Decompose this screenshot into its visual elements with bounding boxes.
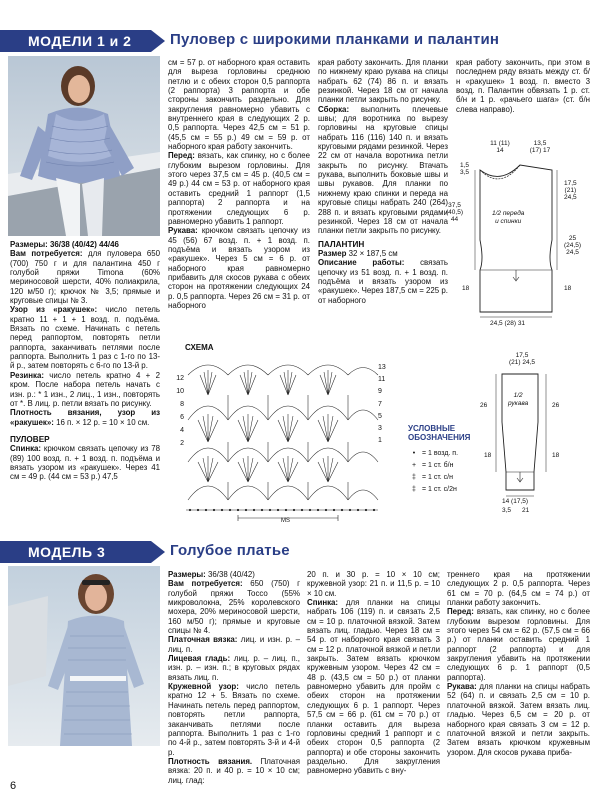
col3-paragraph: края работу закончить. Для планки по нижнему краю рукава на спицы набрать 62 (74) 86 п. и вязать резинкой. Через 18 см от начала планки петли закрыть по рисунку. (318, 58, 448, 105)
legend-text: = 1 ст. с/2н (421, 486, 457, 493)
spinka-label: Спинка: (10, 444, 42, 454)
row-num: 8 (180, 401, 184, 408)
rukava-label: Рукава: (168, 226, 198, 236)
sleeve-pattern-drawing (458, 352, 592, 522)
dress-sizes-label: Размеры: (168, 570, 206, 579)
materials-text: для пуловера 650 (700) 750 г и для палантина 450 г голубой пряжи Timona (60% мериносовой шерсти, 40% полиакрила, 120 м/50 г); крючок № 3,5; прямые и круговые спицы № 3. (10, 249, 160, 306)
spinka-paragraph (10, 444, 160, 481)
sizes-text: Размеры: 36/38 (40/42) 44/46 (10, 240, 119, 249)
sborka-text: выполнить плечевые швы; для воротника по вырезу горловины на круговые спицы набрать 116 (116) 140 п. и вязать круговыми рядами резинкой. Через 22 см от начала воротника петли закрыть по рисунку. Втачать рукава, выполнить боковые швы и швы рукавов. Для планки по нижнему краю спинки и переда на круговые спицы набрать 240 (264) 288 п. и вязать круговыми рядами резинкой. Через 18 см от начала планки петли закрыть по рисунку. (318, 104, 448, 236)
pattern-schematic-body (440, 140, 592, 330)
text-column-4 (456, 58, 590, 114)
dress-spinka-label: Спинка: (307, 598, 339, 608)
lic-label: Лицевая гладь: (168, 654, 231, 664)
label-half-front-back: 1/2 переда и спинки (492, 210, 525, 225)
text-column-6 (307, 570, 440, 776)
row-num: 1 (378, 437, 382, 445)
model-photo-dress (8, 566, 160, 746)
dim-top-left-2: 14 (496, 147, 504, 154)
text-column-2 (168, 58, 310, 310)
dress-spinka (307, 598, 440, 776)
section-banner-label: МОДЕЛИ 1 и 2 (28, 33, 132, 49)
dim-left: 37,5 (40,5) 44 (446, 202, 463, 223)
row-num: 2 (180, 440, 184, 447)
sborka-label: Сборка: (318, 104, 350, 114)
row-num: 11 (378, 376, 386, 384)
density-label: Плотность вязания, узор из «ракушек»: (10, 408, 160, 427)
dress-materials-label: Вам потребуется: (168, 579, 243, 589)
rezinka-text: число петель кратно 4 + 2 кром. После набора петель начать с изн. р.: * 1 изн., 2 лиц., 1 изн., повторять от *. В лиц. р. петли вязать по рисунку. (10, 370, 160, 408)
crochet-stitch-chart (178, 350, 388, 528)
dress-materials-text: 650 (750) г голубой пряжи Tocco (55% микроволокна, 25% королевского мохера, 20% мериносовой шерсти, 160 м/50 г); прямые и круговые спицы № 4. (168, 579, 300, 636)
col7-paragraph: треннего края на протяжении следующих 2 р. 0,5 раппорта. Через 61 см = 70 р. (64,5 см = 74 р.) от планки работу закончить. (447, 570, 590, 608)
text-column-3 (318, 58, 448, 305)
platoch-paragraph (168, 635, 300, 654)
row-num: 13 (378, 364, 386, 371)
dress-materials (168, 579, 300, 635)
sleeve-dim-left-2: 18 (484, 452, 492, 459)
row-numbers-right (378, 362, 386, 447)
lic-paragraph (168, 654, 300, 682)
sleeve-dim-top: 17,5 (21) 24,5 (508, 352, 536, 366)
treble-crochet-icon: ‡ (412, 486, 416, 493)
density-paragraph (10, 408, 160, 427)
row-num: 3 (378, 425, 382, 433)
rakushki-text: число петель кратно 11 + 1 + 1 возд. п. подъёма. Вязать по схеме. Начинать с петель перед раппортом, повторять петли раппорта, заканчивать петлями после раппорта. Выполнить 1 раз с 1-го по 13-й р., затем повторять с 6-го по 13-й р. (10, 305, 160, 371)
section-banner-models-1-2 (0, 30, 151, 52)
dress-pered (447, 607, 590, 682)
legend-text: = 1 возд. п. (421, 450, 459, 457)
col2-paragraph: см = 57 р. от наборного края оставить для выреза горловины среднюю петлю и с обеих сторон 0,5 раппорта (2 раппорта) 3 раппорта и обе стороны закончить раздельно. Для закругления равномерно убавить с внутреннего края в следующих 2 р. 0,5 раппорта. Через 42,5 см = 51 р. (45,5 см = 55 р.) 49 см = 59 р. от наборного края работу закончить. (168, 58, 310, 152)
dim-top-right (520, 140, 560, 154)
legend-text: = 1 ст. с/н (421, 474, 453, 481)
sizes-line (10, 240, 160, 249)
dress-rukava-label: Рукава: (447, 682, 477, 692)
fan-row-3 (188, 448, 378, 462)
materials-label: Вам потребуется: (10, 249, 83, 259)
legend-title: УСЛОВНЫЕ ОБОЗНАЧЕНИЯ (408, 424, 471, 442)
row-num: 12 (176, 375, 184, 382)
legend-text: = 1 ст. б/н (421, 462, 454, 469)
row-num: 10 (176, 388, 184, 395)
text-column-7 (447, 570, 590, 757)
razmer-text: 32 × 187,5 см (346, 248, 398, 258)
text-column-5 (168, 570, 300, 785)
sleeve-dim-right: 26 (552, 402, 560, 409)
razmer-label: Размер (318, 248, 347, 258)
sleeve-dim-left: 26 (480, 402, 488, 409)
platoch-label: Платочная вязка: (168, 635, 238, 645)
dress-spinka-text: для планки на спицы набрать 106 (119) п. и связать 2,5 см = 10 р. платочной вязкой. Затем вязать лиц. гладью. Через 18 см = 54 р. от наборного края связать 3 см = 12 р. платочной вязкой и петли закрыть. Затем вязать крючком кружевным узором. Через 42 см = 48 р. (43,5 см = 50 р.) от планки равномерно убавить для пройм с обеих сторон на протяжении следующих 6 р. 1 раппорт. Через 57,5 см = 66 р. (61 см = 70 р.) от планки оставить для выреза горловины средний 1 раппорт и с обеих сторон 0,5 раппорта (2 раппорта) и обе стороны закончить раздельно. Для закругления равномерно убавить с вну- (307, 598, 440, 776)
dim-top-left (480, 140, 520, 154)
col6-paragraph: 20 п. и 30 р. = 10 × 10 см; кружевной узор: 21 п. и 11,5 р. = 10 × 10 см. (307, 570, 440, 598)
page-number: 6 (10, 780, 17, 792)
platoch-text: лиц. и изн. р. – лиц. п. (168, 635, 300, 654)
rezinka-label: Резинка: (10, 370, 44, 380)
dim-top-right-1: 13,5 (533, 140, 547, 147)
dress-density-text: Платочная вязка: 20 п. и 40 р. = 10 × 10 см; лиц. глад: (168, 756, 300, 785)
photo-illustration (8, 566, 160, 746)
sborka-paragraph (318, 105, 448, 236)
section-banner-model-3 (0, 541, 151, 563)
col4-paragraph: края работу закончить, при этом в последнем ряду вязать между ст. б/н «ракушек» 1 возд. п. вместо 3 возд. п. Палантин обвязать 1 р. ст. б/н и 1 р. «рачьего шага» (ст. б/н слева направо). (456, 58, 590, 114)
dress-density-label: Плотность вязания. (168, 756, 253, 766)
sleeve-dim-bottom-2: 21 (522, 507, 530, 514)
text-column-1 (10, 240, 160, 482)
pered-text: вязать, как спинку, но с более глубоким вырезом горловины. Для этого через 37,5 см = 45 р. (40,5 см = 49 р.) 44 см = 53 р. от наборного края оставить средний 1 раппорт (1,5 раппорта) 2 раппорта и на протяжении следующих 6 р. равномерно убавить 1 раппорт. (168, 151, 310, 226)
pered-label: Перед: (168, 151, 195, 161)
dress-density (168, 757, 300, 785)
dim-neck (460, 162, 469, 176)
row-num: 5 (378, 412, 382, 420)
pulover-heading: ПУЛОВЕР (10, 434, 50, 444)
stitch-spokes (198, 370, 348, 500)
density-text: 16 п. × 12 р. = 10 × 10 см. (53, 417, 150, 427)
dim-bottom-width: 24,5 (28) 31 (490, 320, 526, 327)
row-num: 4 (180, 427, 184, 434)
rapport-label: МS (281, 518, 290, 524)
dress-pered-text: вязать, как спинку, но с более глубоким вырезом горловины. Для этого через 54 см = 62 р. (57,5 см = 66 р.) от планки оставить средний 1 раппорт (2 раппорта) и для закругления убавить на протяжении следующих 6 р. 1 раппорт (0,5 раппорта). (447, 607, 590, 682)
rezinka-paragraph (10, 371, 160, 408)
row-num: 9 (378, 388, 382, 396)
uzor-paragraph (168, 682, 300, 757)
page-title-dress: Голубое платье (170, 542, 290, 559)
row-num: 6 (180, 414, 184, 421)
pered-paragraph (168, 151, 310, 226)
sleeve-dim-bottom-width: 14 (17,5) (502, 498, 529, 505)
materials-paragraph (10, 249, 160, 305)
dim-bottom-right: 18 (564, 285, 572, 292)
dress-rukava-text: для планки на спицы набрать 52 (64) п. и связать 2,5 см = 10 р. платочной вязкой. Затем вязать лиц. гладью. Через 6,5 см = 20 р. от наборного края связать 3 см = 12 р. платочной вязкой и петли закрыть. Затем вязать крючком кружевным узором. Для скосов рукава приба- (447, 682, 590, 757)
pattern-schematic-sleeve (458, 352, 592, 522)
row-num: 7 (378, 400, 382, 408)
dim-neck-2: 3,5 (460, 169, 470, 176)
dim-top-left-1: 11 (11) (490, 140, 510, 147)
fan-row-top (188, 365, 378, 375)
sleeve-dim-right-2: 18 (552, 452, 560, 459)
spinka-text: крючком связать цепочку из 78 (89) 100 возд. п. + 1 возд. п. подъёма и вязать узором из «ракушек». Через 41 см = 49 р. (44 см = 53 р.) 47,5 (10, 444, 160, 482)
dress-sizes (168, 570, 300, 579)
dress-sizes-text: 36/38 (40/42) (205, 570, 255, 579)
opisanie-paragraph (318, 258, 448, 305)
razmer-paragraph (318, 249, 448, 258)
dim-right-2: 25 (24,5) 24,5 (564, 235, 581, 256)
rakushki-label: Узор из «ракушек»: (10, 305, 98, 315)
lic-text: лиц. р. – лиц. п., изн. р. – изн. п.; в круговых рядах вязать лиц. п. (168, 654, 300, 682)
dress-pered-label: Перед: (447, 607, 474, 617)
uzor-label: Кружевной узор: (168, 682, 239, 692)
opisanie-text: связать цепочку из 51 возд. п. + 1 возд. п. подъёма и вязать узором из «ракушек». Через 187,5 см = 225 р. от наборного (318, 258, 448, 305)
chart-title: СХЕМА (185, 343, 214, 352)
palantin-heading: ПАЛАНТИН (318, 239, 365, 249)
rakushki-paragraph (10, 305, 160, 370)
uzor-text: число петель кратно 12 + 5. Вязать по схеме. Начинать петель перед раппортом, повторять петли раппорта, заканчивать петлями после раппорта. Выполнить 1 раз с 1-го по 4-й р., затем повторять 3-й и 4-й р. (168, 682, 300, 757)
rukava-text: крючком связать цепочку из 45 (56) 67 возд. п. + 1 возд. п. подъёма и вязать узором из «ракушек». Через 5 см = 6 р. от наборного края равномерно прибавить для скосов рукава с обеих сторон на протяжении следующих 24 р. 0,5 раппорта. Через 26 см = 31 р. от наборного (168, 226, 310, 310)
model-photo-pullover (8, 56, 160, 236)
dim-top-right-2: (17) 17 (529, 147, 551, 154)
rukava-paragraph (168, 226, 310, 310)
chain-stitch-icon: • (412, 450, 416, 457)
fan-row-4 (188, 486, 378, 500)
single-crochet-icon: + (411, 462, 417, 469)
label-half-sleeve: 1/2 рукава (508, 392, 529, 407)
row-numbers-left (174, 372, 184, 450)
photo-illustration (8, 56, 160, 236)
opisanie-label: Описание работы: (318, 258, 405, 268)
dim-neck-1: 1,5 (460, 162, 470, 169)
dim-bottom-left: 18 (462, 285, 470, 292)
section-banner-label: МОДЕЛЬ 3 (28, 544, 106, 560)
double-crochet-icon: ‡ (412, 474, 416, 481)
dim-right-1: 17,5 (21) 24,5 (564, 180, 577, 201)
sleeve-dim-bottom-1: 3,5 (502, 507, 512, 514)
page-title-pullover: Пуловер с широкими планками и палантин (170, 31, 500, 48)
dress-rukava (447, 682, 590, 757)
fan-row-2 (188, 406, 378, 420)
stitch-chart-drawing (178, 350, 388, 528)
